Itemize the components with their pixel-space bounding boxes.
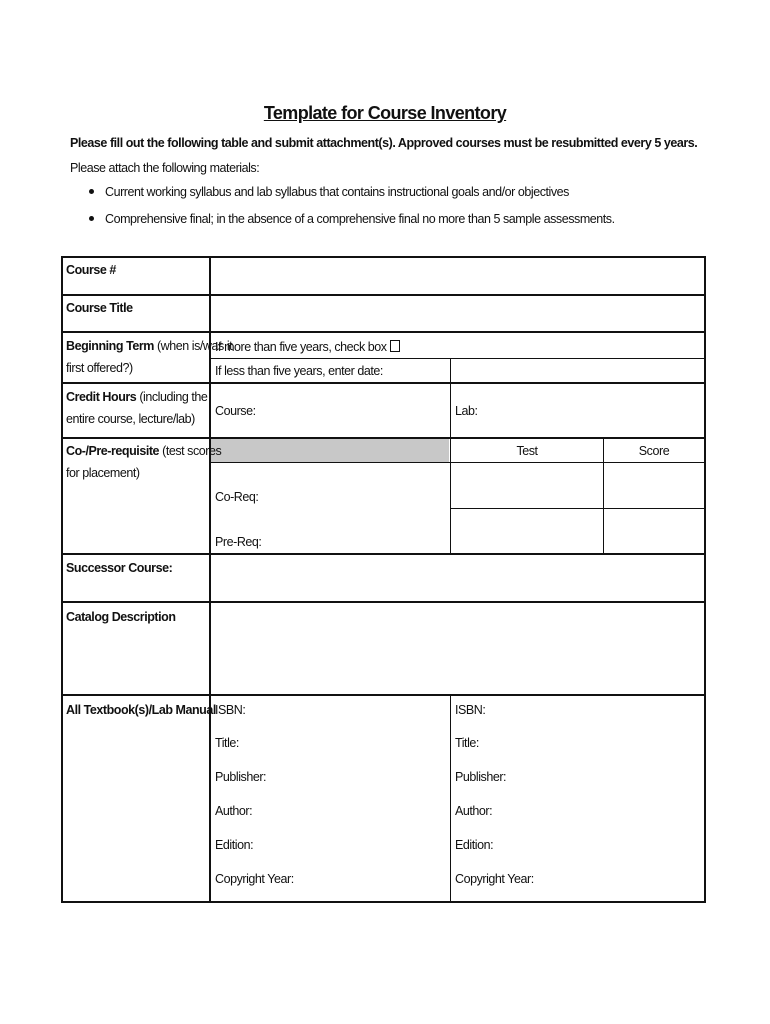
instructions-line-1: Please fill out the following table and submit attachment(s). Approved courses must be resubmitted every 5 years. (70, 136, 698, 150)
test-column-header: Test (516, 444, 538, 458)
course-number-label: Course # (66, 263, 116, 277)
bullet-icon (89, 189, 94, 194)
beginning-term-label (66, 339, 232, 353)
catalog-description-label: Catalog Description (66, 610, 176, 624)
table-border-top (61, 256, 706, 258)
textbook-1-title-field[interactable]: Title: (215, 736, 239, 750)
bullet-item-syllabus: Current working syllabus and lab syllabus that contains instructional goals and/or objectives (105, 185, 569, 199)
credit-hours-label (66, 390, 207, 404)
textbook-1-author-field[interactable]: Author: (215, 804, 253, 818)
shaded-cell (211, 439, 449, 462)
textbook-2-isbn-field[interactable]: ISBN: (455, 703, 486, 717)
row-divider (61, 601, 706, 603)
column-divider (209, 256, 211, 903)
less-than-five-years-text: If less than five years, enter date: (215, 364, 383, 378)
course-title-label: Course Title (66, 301, 133, 315)
textbook-1-publisher-field[interactable]: Publisher: (215, 770, 267, 784)
textbook-2-author-field[interactable]: Author: (455, 804, 493, 818)
prerequisite-label-line-2: for placement) (66, 466, 140, 480)
row-divider (61, 294, 706, 296)
row-divider (211, 462, 706, 463)
beginning-term-label-line-2: first offered?) (66, 361, 133, 375)
prerequisite-label-bold: Co-/Pre-requisite (66, 444, 160, 458)
coreq-field[interactable]: Co-Req: (215, 490, 259, 504)
beginning-term-label-bold: Beginning Term (66, 339, 154, 353)
textbook-1-edition-field[interactable]: Edition: (215, 838, 254, 852)
credit-hours-label-rest: (including the (136, 390, 208, 404)
row-divider (61, 553, 706, 555)
successor-course-label: Successor Course: (66, 561, 173, 575)
textbook-2-title-field[interactable]: Title: (455, 736, 479, 750)
more-than-five-years-label: If more than five years, check box (215, 340, 387, 354)
row-divider (211, 358, 706, 359)
row-divider (61, 331, 706, 333)
bullet-icon (89, 216, 94, 221)
credit-hours-course-field[interactable]: Course: (215, 404, 256, 418)
bullet-item-final: Comprehensive final; in the absence of a comprehensive final no more than 5 sample assessments. (105, 212, 615, 226)
credit-hours-label-line-2: entire course, lecture/lab) (66, 412, 195, 426)
instructions-line-2: Please attach the following materials: (70, 161, 260, 175)
beginning-term-label-rest: (when is/was it (153, 339, 233, 353)
row-divider (61, 694, 706, 696)
more-than-five-years-text (215, 340, 400, 354)
page-title: Template for Course Inventory (263, 103, 507, 123)
textbook-2-publisher-field[interactable]: Publisher: (455, 770, 507, 784)
credit-hours-label-bold: Credit Hours (66, 390, 137, 404)
textbook-2-edition-field[interactable]: Edition: (455, 838, 494, 852)
beginning-date-field[interactable] (455, 364, 700, 378)
row-divider (61, 382, 706, 384)
textbook-2-copyright-field[interactable]: Copyright Year: (455, 872, 534, 886)
textbook-label: All Textbook(s)/Lab Manual (66, 703, 216, 717)
column-divider (450, 694, 451, 902)
score-column-header: Score (638, 444, 670, 458)
prereq-field[interactable]: Pre-Req: (215, 535, 262, 549)
textbook-1-isbn-field[interactable]: ISBN: (215, 703, 246, 717)
prerequisite-label (66, 444, 221, 458)
credit-hours-lab-field[interactable]: Lab: (455, 404, 478, 418)
table-border-right (704, 256, 706, 903)
more-than-five-years-checkbox[interactable] (390, 340, 400, 352)
prerequisite-label-rest: (test scores (159, 444, 222, 458)
table-border-left (61, 256, 63, 903)
row-divider (61, 437, 706, 439)
row-divider (450, 508, 706, 509)
textbook-1-copyright-field[interactable]: Copyright Year: (215, 872, 294, 886)
table-border-bottom (61, 901, 706, 903)
